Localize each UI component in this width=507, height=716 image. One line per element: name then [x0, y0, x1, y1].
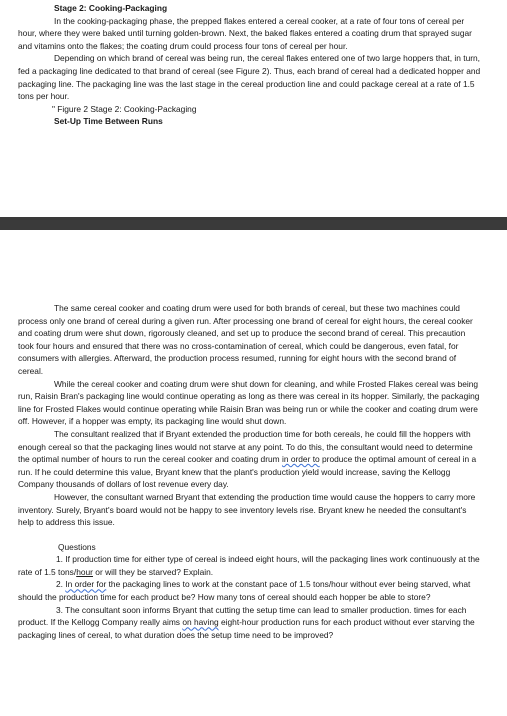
paragraph: While the cereal cooker and coating drum were shut down for cleaning, and while Frosted Flakes cereal was being run, Raisin Bran's packaging line would continue operating as long as there was cereal in its hopper. Similarly, the packaging line for Frosted Flakes would continue operating while Raisin Bran was being run or while the cooker and coating drum were off. However, if a hopper was empty, its packaging line would shut down. [18, 378, 480, 427]
question-text: the packaging lines to work at the constant pace of 1.5 tons/hour without ever being starved, what should the production time for each product be? How many tons of cereal should each hopper be able to store? [18, 579, 471, 603]
question-1 [18, 553, 483, 578]
question-text: 2. [56, 579, 66, 590]
page-divider [0, 217, 507, 230]
question-text: eight-hour production runs for each product without ever starving the packaging lines of cereal, to what duration does the setup time need to be improved? [18, 617, 475, 640]
page-bottom-section [18, 302, 483, 641]
question-2 [18, 578, 483, 603]
question-text: 3. The consultant soon informs Bryant that cutting the setup time can lead to smaller production. times for each product. If the Kellogg Company really aims [18, 604, 467, 628]
subsection-heading: Set-Up Time Between Runs [54, 116, 163, 127]
section-heading: Stage 2: Cooking-Packaging [54, 3, 168, 13]
question-3 [18, 604, 483, 642]
paragraph: The same cereal cooker and coating drum were used for both brands of cereal, but these two machines could process only one brand of cereal during a given run. After processing one brand of cereal for eight hours, the cereal cooker and coating drum were shut down, rigorously cleaned, and set up to produce the second brand of cereal. This precaution took four hours and ensured that there was no cross-contamination of cereal, which could be dangerous, even fatal, for consumers with allergies. Afterward, the production process resumed, running for eight hours with the second brand of cereal. [18, 303, 473, 376]
questions-heading: Questions [58, 541, 96, 552]
question-text: or will they be starved? Explain. [92, 566, 214, 577]
paragraph: In the cooking-packaging phase, the prepped flakes entered a cereal cooker, at a rate of four tons of cereal per hour, where they were baked until turning golden-brown. Next, the baked flakes entered a coating drum that sprayed sugar and vitamins onto the flakes; the coating drum could process four tons of cereal per hour. [18, 15, 472, 51]
paragraph-text: The consultant realized that if Bryant extended the production time for both cereals, he could fill the hoppers with enough cereal so that the packaging lines would not starve at any point. To do this, the consultant would need to determine the optimal number of hours to run the cereal cooker and coating drum [18, 428, 473, 465]
paragraph-text: produce the optimal amount of cereal in a run. If he could determine this value, Bryant knew that the plant's production yield would increase, saving the Kellogg Company thousands of dollars of lost revenue every day. [18, 454, 477, 490]
spellcheck-flag[interactable]: on having [182, 617, 219, 628]
underlined-word: hour [76, 566, 93, 577]
question-text: 1. If production time for either type of cereal is indeed eight hours, will the packaging lines work continuously at the rate of 1.5 tons/ [18, 554, 480, 577]
spellcheck-flag[interactable]: In order for [65, 579, 107, 590]
figure-caption: " Figure 2 Stage 2: Cooking-Packaging [52, 103, 197, 114]
paragraph [18, 428, 483, 491]
paragraph: However, the consultant warned Bryant that extending the production time would cause the hoppers to carry more inventory. Surely, Bryant's board would not be happy to see inventory levels rise. Bryant knew he needed the consultant's help to address this issue. [18, 491, 476, 528]
paragraph: Depending on which brand of cereal was being run, the cereal flakes entered one of two large hoppers that, in turn, fed a packaging line dedicated to that brand of cereal (see Figure 2). Thus, each brand of cereal had a dedicated hopper and packaging line. The packaging line was the last stage in the cereal production line and could package cereal at a rate of 1.5 tons per hour. [18, 53, 481, 102]
page-top-section [18, 2, 481, 128]
spellcheck-flag[interactable]: in order to [281, 454, 320, 465]
